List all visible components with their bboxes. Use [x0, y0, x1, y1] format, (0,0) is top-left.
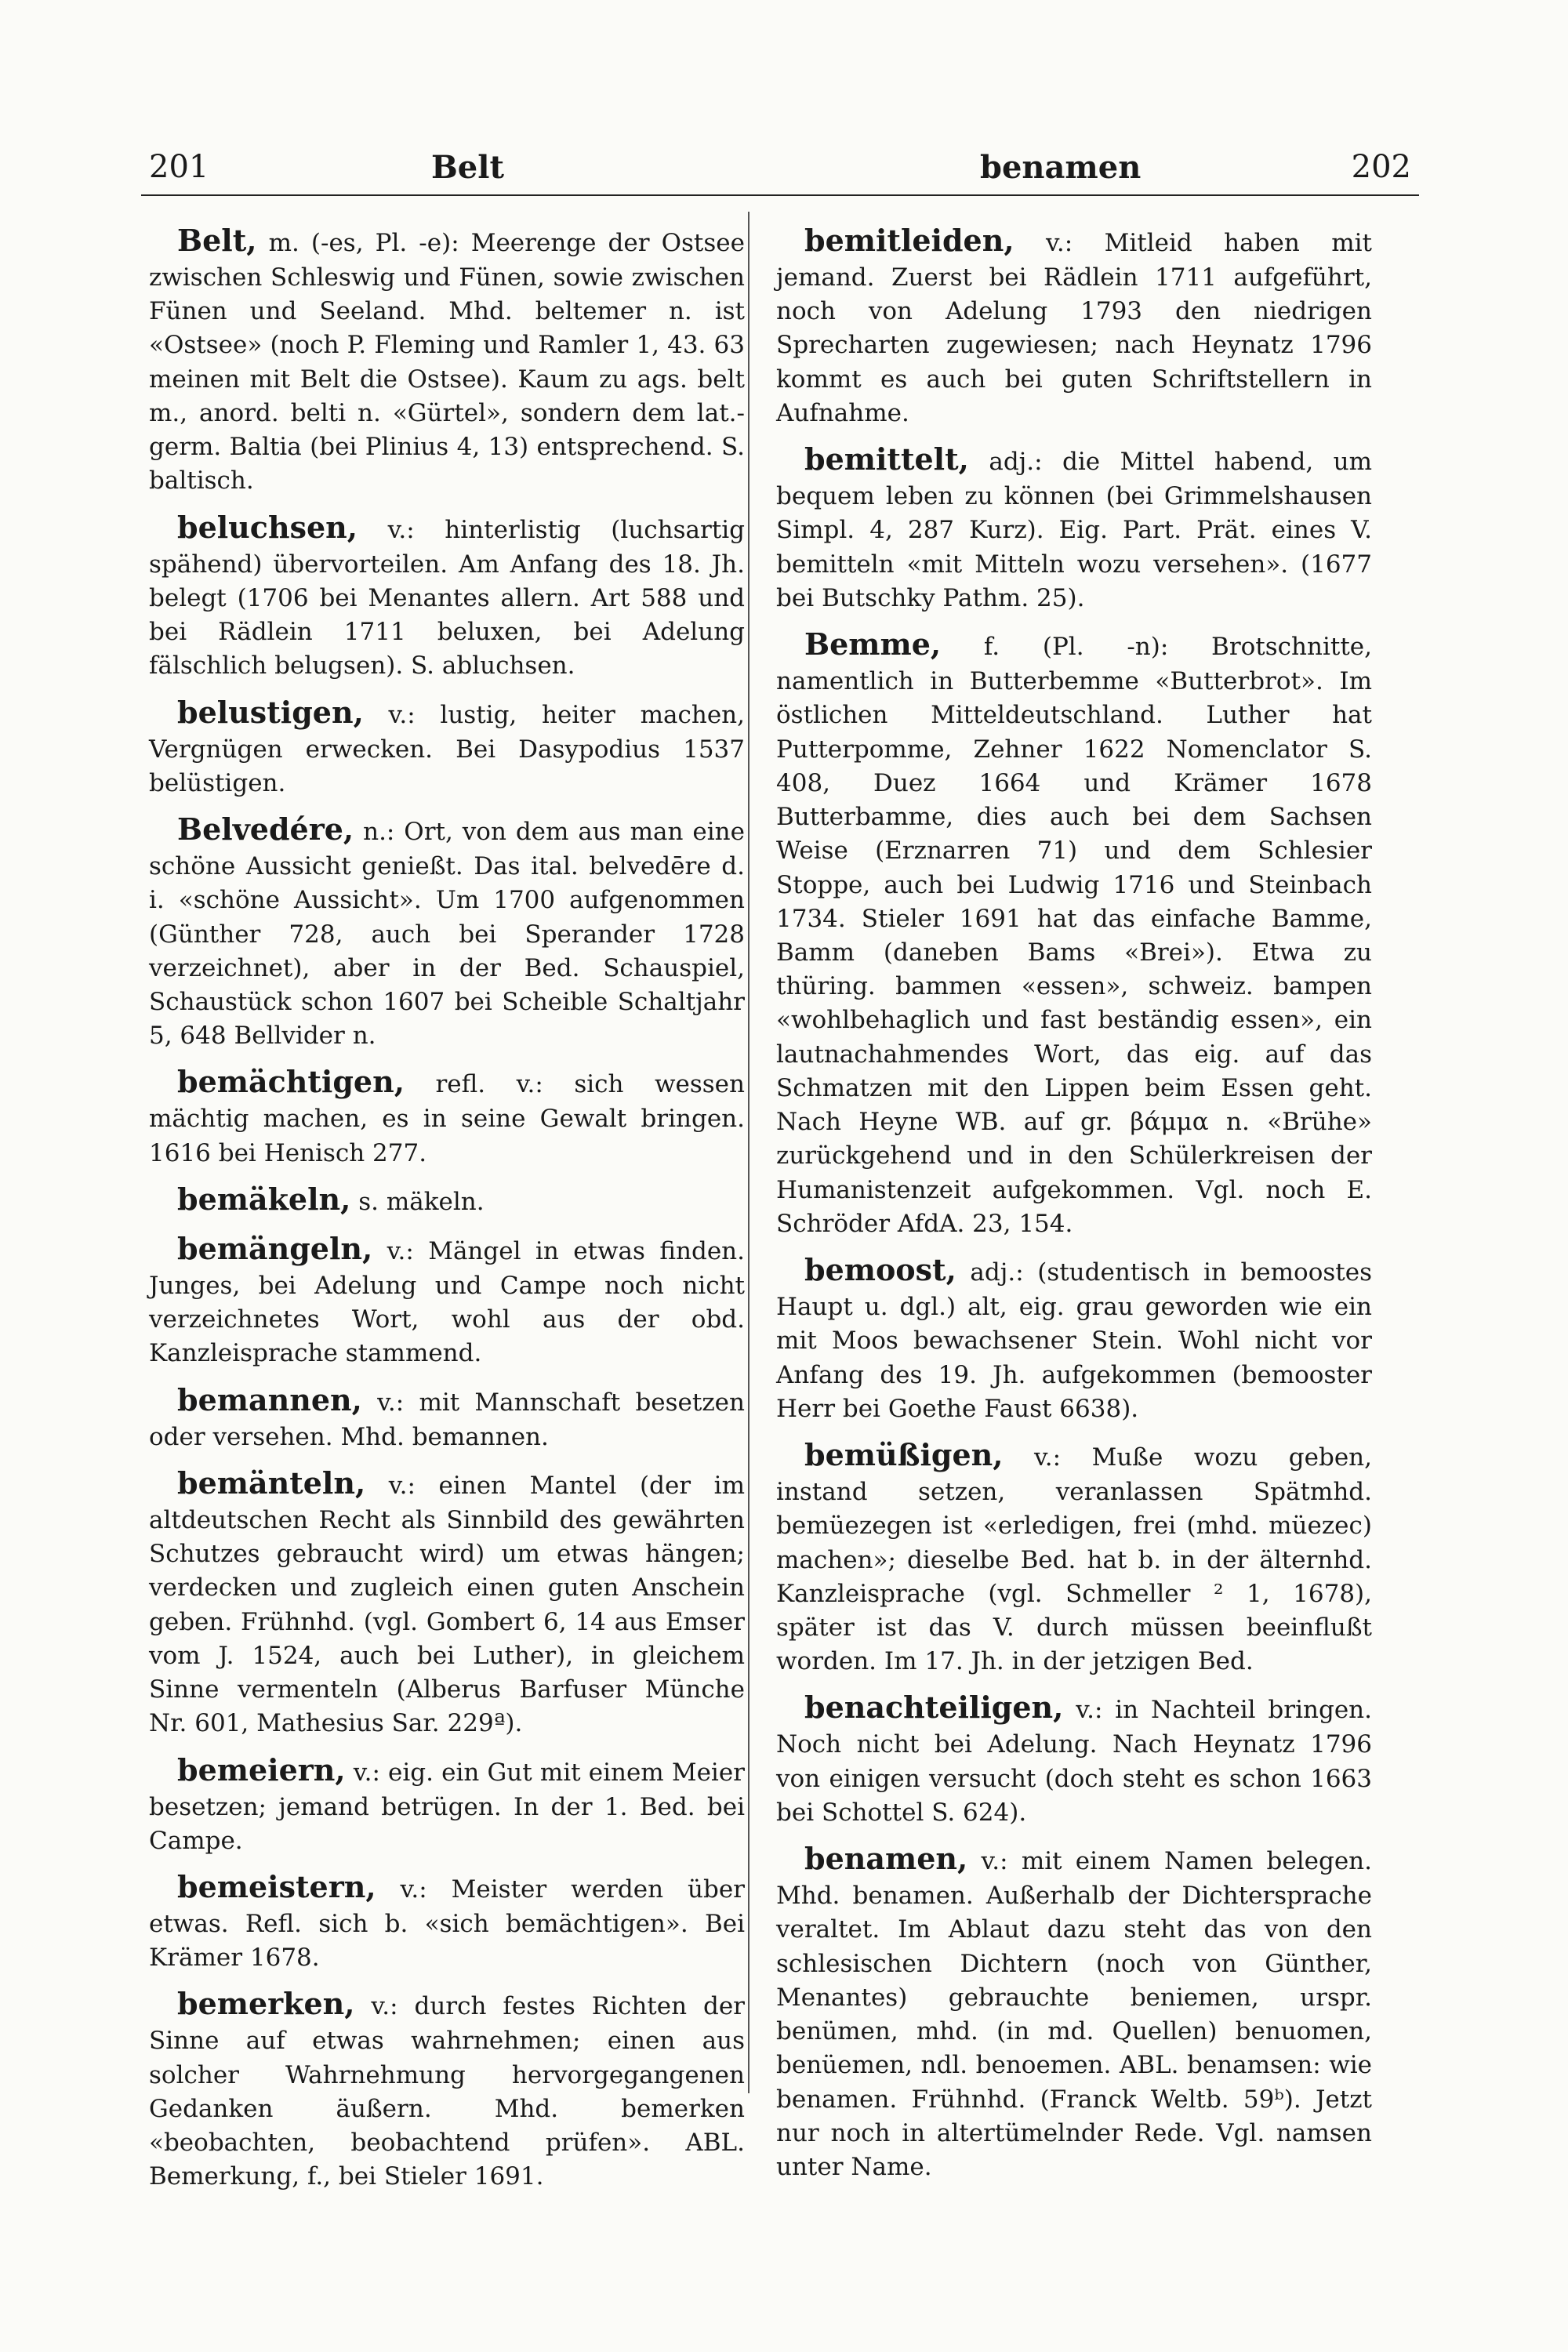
dictionary-entry: [149, 1061, 745, 1170]
entry-text: adj.: die Mittel habend, um bequem leben zu können (bei Grimmelshausen Simpl. 4, 287 Kurz). Eig. Part. Prät. eines V. bemitteln «mit Mitteln wozu versehen». (1677 bei Butschky Pathm. 25).: [776, 448, 1372, 612]
left-page-number: 201: [149, 149, 209, 185]
entry-headword: bemüßigen,: [804, 1437, 1004, 1473]
entry-headword: bemänteln,: [177, 1465, 366, 1501]
dictionary-entry: [149, 691, 745, 800]
entry-headword: belustigen,: [177, 694, 364, 730]
entry-text: v.: lustig, heiter machen, Vergnügen erwecken. Bei Dasypodius 1537 belüstigen.: [149, 700, 745, 797]
entry-text: v.: mit einem Namen belegen. Mhd. benamen. Außerhalb der Dichtersprache veraltet. Im Ablaut dazu steht das von den schlesischen Dichtern (noch von Günther, Menantes) gebrauchte beniemen, urspr. benümen, mhd. (in md. Quellen) benuomen, benüemen, ndl. benoemen. ABL. benamsen: wie benamen. Frühnhd. (Franck Weltb. 59ᵇ). Jetzt nur noch in altertümelnder Rede. Vgl. namsen unter Name.: [776, 1847, 1372, 2182]
entry-headword: Belvedére,: [177, 811, 354, 848]
entry-headword: bemerken,: [177, 1986, 355, 2022]
dictionary-entry: [149, 1379, 745, 1454]
entry-text: s. mäkeln.: [350, 1187, 485, 1216]
entry-headword: bemoost,: [804, 1252, 956, 1288]
right-running-headword: benamen: [980, 149, 1142, 186]
dictionary-entry: [149, 1983, 745, 2194]
entry-headword: benamen,: [804, 1841, 968, 1877]
entry-headword: bemeiern,: [177, 1751, 346, 1788]
entry-text: adj.: (studentisch in bemoostes Haupt u. dgl.) alt, eig. grau geworden wie ein mit Moos bewachsener Stein. Wohl nicht vor Anfang des 19. Jh. aufgekommen (bemooster Herr bei Goethe Faust 6638).: [776, 1258, 1372, 1423]
entry-headword: Belt,: [177, 223, 257, 258]
dictionary-entry: [149, 1178, 745, 1220]
entry-text: f. (Pl. -n): Brotschnitte, namentlich in Butterbemme «Butterbrot». Im östlichen Mitteldeutschland. Luther hat Putterpomme, Zehner 1622 Nomenclator S. 408, Duez 1664 und Krämer 1678 Butterbamme, dies auch bei dem Sachsen Weise (Erznarren 71) und dem Schlesier Stoppe, auch bei Ludwig 1716 und Steinbach 1734. Stieler 1691 hat das einfache Bamme, Bamm (daneben Bams «Brei»). Etwa zu thüring. bammen «essen», schweiz. bampen «wohlbehaglich und fast beständig essen», ein lautnachahmendes Wort, das eig. auf das Schmatzen mit den Lippen beim Essen geht. Nach Heyne WB. auf gr. βάμμα n. «Brühe» zurückgehend und in den Schülerkreisen der Humanistenzeit aufgekommen. Vgl. noch E. Schröder AfdA. 23, 154.: [776, 633, 1372, 1238]
entry-text: v.: Mängel in etwas finden. Junges, bei Adelung und Campe noch nicht verzeichnetes Wort, wohl aus der obd. Kanzleisprache stammend.: [149, 1236, 745, 1368]
dictionary-entry: [776, 1838, 1372, 2184]
entry-text: refl. v.: sich wessen mächtig machen, es in seine Gewalt bringen. 1616 bei Henisch 277.: [149, 1070, 745, 1167]
entry-text: m. (-es, Pl. -e): Meerenge der Ostsee zwischen Schleswig und Fünen, sowie zwischen Fünen und Seeland. Mhd. beltemer n. ist «Ostsee» (noch P. Fleming und Ramler 1, 43. 63 meinen mit Belt die Ostsee). Kaum zu ags. belt m., anord. belti n. «Gürtel», sondern dem lat.-germ. Baltia (bei Plinius 4, 13) entsprechend. S. baltisch.: [149, 229, 745, 495]
entry-text: v.: durch festes Richten der Sinne auf etwas wahrnehmen; einen aus solcher Wahrnehmung hervorgegangenen Gedanken äußern. Mhd. bemerken «beobachten, beobachtend prüfen». ABL. Bemerkung, f., bei Stieler 1691.: [149, 1992, 745, 2191]
left-running-headword: Belt: [431, 149, 504, 186]
entry-headword: bemittelt,: [804, 441, 969, 477]
entry-text: v.: hinterlistig (luchsartig spähend) übervorteilen. Am Anfang des 18. Jh. belegt (1706 bei Menantes allern. Art 588 und bei Rädlein 1711 beluxen, bei Adelung fälschlich belugsen). S. abluchsen.: [149, 515, 745, 681]
entry-headword: bemäkeln,: [177, 1181, 351, 1217]
dictionary-entry: [776, 1434, 1372, 1679]
entry-headword: bemeistern,: [177, 1868, 376, 1904]
entry-text: v.: Mitleid haben mit jemand. Zuerst bei Rädlein 1711 aufgeführt, noch von Adelung 1793 den niedrigen Sprecharten zugewiesen; nach Heynatz 1796 kommt es auch bei guten Schriftstellern in Aufnahme.: [776, 229, 1372, 427]
entry-headword: beluchsen,: [177, 509, 358, 545]
dictionary-entry: [776, 1249, 1372, 1426]
entry-text: v.: eig. ein Gut mit einem Meier besetzen; jemand betrügen. In der 1. Bed. bei Campe.: [149, 1758, 745, 1855]
entry-text: v.: Meister werden über etwas. Refl. sich b. «sich bemächtigen». Bei Krämer 1678.: [149, 1875, 745, 1973]
dictionary-entry: [776, 438, 1372, 615]
left-column: [149, 220, 745, 2202]
entry-headword: bemängeln,: [177, 1230, 373, 1266]
entry-text: v.: Muße wozu geben, instand setzen, veranlassen Spätmhd. bemüezegen ist «erledigen, frei (mhd. müezec) machen»; dieselbe Bed. hat b. in der älternhd. Kanzleisprache (vgl. Schmeller ² 1, 1678), später ist das V. durch müssen beeinflußt worden. Im 17. Jh. in der jetzigen Bed.: [776, 1443, 1372, 1676]
entry-text: n.: Ort, von dem aus man eine schöne Aussicht genießt. Das ital. belvedēre d. i. «schöne Aussicht». Um 1700 aufgenommen (Günther 728, auch bei Sperander 1728 verzeichnet), aber in der Bed. Schauspiel, Schaustück schon 1607 bei Scheible Schaltjahr 5, 648 Bellvider n.: [149, 818, 745, 1051]
dictionary-entry: [149, 1866, 745, 1975]
entry-headword: bemannen,: [177, 1381, 362, 1417]
right-column: [776, 220, 1372, 2192]
entry-headword: bemächtigen,: [177, 1064, 405, 1100]
dictionary-entry: [149, 1749, 745, 1858]
entry-text: v.: mit Mannschaft besetzen oder versehen. Mhd. bemannen.: [149, 1388, 745, 1451]
dictionary-entry: [149, 220, 745, 499]
column-divider: [748, 212, 750, 2093]
entry-headword: Bemme,: [804, 626, 942, 662]
entry-text: v.: einen Mantel (der im altdeutschen Recht als Sinnbild des gewährten Schutzes gebraucht wird) um etwas hängen; verdecken und zugleich einen guten Anschein geben. Frühnhd. (vgl. Gombert 6, 14 aus Emser vom J. 1524, auch bei Luther), in gleichem Sinne vermenteln (Alberus Barfuser Münche Nr. 601, Mathesius Sar. 229ª).: [149, 1471, 745, 1738]
dictionary-entry: [776, 623, 1372, 1241]
dictionary-entry: [776, 220, 1372, 430]
entry-headword: benachteiligen,: [804, 1690, 1064, 1726]
entry-text: v.: in Nachteil bringen. Noch nicht bei Adelung. Nach Heynatz 1796 von einigen versucht (doch steht es schon 1663 bei Schottel S. 624).: [776, 1696, 1372, 1827]
dictionary-entry: [149, 808, 745, 1053]
dictionary-entry: [149, 1462, 745, 1741]
right-page-number: 202: [1351, 149, 1411, 185]
entry-headword: bemitleiden,: [804, 223, 1014, 258]
dictionary-entry: [149, 506, 745, 684]
dictionary-entry: [149, 1228, 745, 1371]
header-rule: [141, 194, 1419, 196]
dictionary-entry: [776, 1686, 1372, 1830]
page-header: [149, 149, 1411, 196]
